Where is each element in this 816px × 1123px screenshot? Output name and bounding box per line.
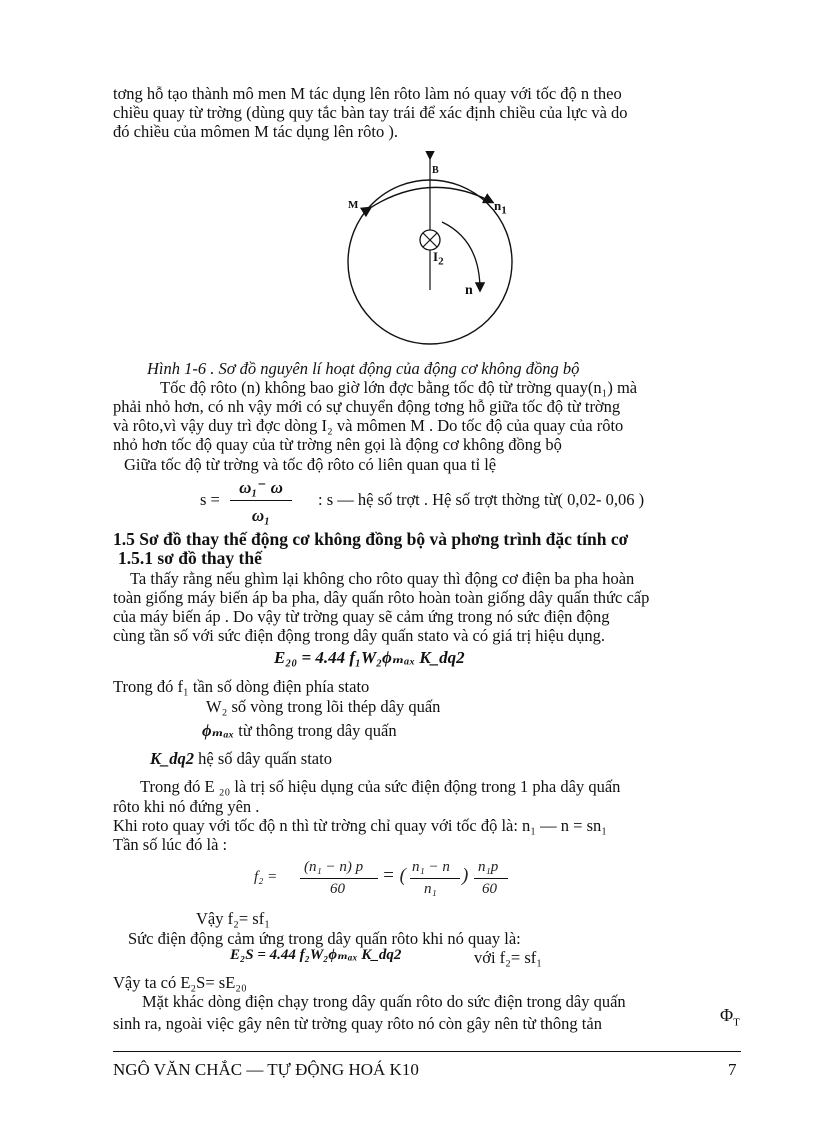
slip-numerator: ω₁⁻ ω (239, 478, 283, 497)
speed-line2: phải nhỏ hơn, có nh vậy mới có sự chuyển động tơng hỗ giữa tốc độ từ trờng (113, 397, 621, 416)
def-f1: Trong đó f₁ tần số dòng điện phía stato (113, 677, 370, 696)
f2-bar2 (410, 878, 460, 879)
speed-line3: và rôto,vì vậy duy trì đợc dòng I₂ và mômen M . Do tốc độ của quay của rôto (113, 416, 624, 435)
frequency-line: Tần số lúc đó là : (113, 835, 228, 854)
last-line1: Mặt khác dòng điện chạy trong dây quấn rôto do sức điện trong dây quấn (142, 992, 626, 1011)
equation-E20: E₂₀ = 4.44 f₁W₂ϕₘₐₓ K_dq2 (274, 648, 465, 667)
def-W2: W₂ số vòng trong lõi thép dây quấn (206, 697, 441, 716)
f2-close: ) (462, 865, 469, 886)
equation-E2S: E₂S = 4.44 f₂W₂ϕₘₐₓ K_dq2 (230, 947, 402, 963)
section-heading: 1.5 Sơ đồ thay thế động cơ không đồng bộ và phơng trình đặc tính cơ (113, 529, 629, 549)
figure-caption: Hình 1-6 . Sơ đồ nguyên lí hoạt động của động cơ không đồng bộ (147, 359, 580, 378)
label-M: M (348, 199, 359, 211)
def-K: K_dq2 hệ số dây quấn stato (150, 749, 332, 768)
speed-line4: nhỏ hơn tốc độ quay của từ trờng nên gọi là động cơ không đồng bộ (113, 435, 562, 454)
slip-fraction-bar (230, 500, 292, 501)
f2-num2: n₁ − n (412, 859, 450, 875)
rotor-speed-line: Khi roto quay với tốc độ n thì từ trờng chỉ quay với tốc độ là: n₁ — n = sn₁ (113, 816, 608, 835)
def-phi: ϕₘₐₓ từ thông trong dây quấn (202, 721, 397, 740)
f2-lhs: f₂ = (254, 869, 278, 885)
label-n: n (465, 283, 473, 298)
E20-line2: rôto khi nó đứng yên . (113, 797, 260, 816)
E20-line1: Trong đó E ₂₀ là trị số hiệu dụng của sức điện động trong 1 pha dây quấn (140, 777, 621, 796)
f2-open: = ( (382, 865, 406, 886)
motor-principle-diagram (330, 150, 530, 360)
rotor-speed-arc (442, 222, 480, 290)
emf-line: Sức điện động cảm ứng trong dây quấn rôto khi nó quay là: (128, 929, 521, 948)
speed-line1: Tốc độ rôto (n) không bao giờ lớn đợc bằng tốc độ từ trờng quay(n₁) mà (160, 378, 638, 397)
f2-den1: 60 (330, 881, 345, 897)
footer-author: NGÔ VĂN CHẮC — TỰ ĐỘNG HOÁ K10 (113, 1060, 419, 1079)
phi-T-symbol: $\Phi_T$ (720, 1005, 740, 1029)
equiv-line3: của máy biến áp . Do vậy từ trờng quay sẽ cảm ứng trong nó sức điện động (113, 607, 610, 626)
label-I2: $I_2$ (433, 249, 444, 268)
vay-co-line: Vậy ta có E₂S= sE₂₀ (113, 973, 247, 992)
footer-page-number: 7 (728, 1060, 737, 1079)
f2-den3: 60 (482, 881, 497, 897)
paragraph-top-line3: đó chiều của mômen M tác dụng lên rôto ). (113, 122, 399, 141)
equiv-line4: cùng tần số với sức điện động trong dây quấn stato và có giá trị hiệu dụng. (113, 626, 605, 645)
equation-E2S-condition: với f₂= sf₁ (474, 948, 543, 967)
equiv-line1: Ta thấy rằng nếu ghìm lại không cho rôto quay thì động cơ điện ba pha hoàn (130, 569, 635, 588)
torque-arc (370, 187, 492, 208)
slip-description: : s — hệ số trợt . Hệ số trợt thờng từ( 0,02- 0,06 ) (318, 490, 645, 509)
f2-bar1 (300, 878, 378, 879)
f2-bar3 (474, 878, 508, 879)
vay-line: Vậy f₂= sf₁ (196, 909, 270, 928)
f2-num1: (n₁ − n) p (304, 859, 364, 875)
subsection-heading: 1.5.1 sơ đồ thay thế (118, 548, 262, 568)
label-B: B (432, 165, 439, 176)
paragraph-top-line1: tơng hỗ tạo thành mô men M tác dụng lên rôto làm nó quay với tốc độ n theo (113, 84, 622, 103)
f2-num3: n₁p (478, 859, 499, 875)
f2-den2: n₁ (424, 881, 437, 897)
last-line2: sinh ra, ngoài việc gây nên từ trờng quay rôto nó còn gây nên từ thông tản (113, 1014, 602, 1033)
paragraph-top-line2: chiều quay từ trờng (dùng quy tắc bàn tay trái để xác định chiều của lực và do (113, 103, 628, 122)
footer-rule (113, 1051, 741, 1052)
label-n1: $n_1$ (494, 198, 507, 217)
slip-lhs: s = (200, 490, 220, 509)
equiv-line2: toàn giống máy biến áp ba pha, dây quấn rôto hoàn toàn giống dây quấn thức cấp (113, 588, 650, 607)
slip-denominator: ω₁ (251, 506, 271, 525)
speed-line5: Giữa tốc độ từ trờng và tốc độ rôto có liên quan qua tỉ lệ (124, 455, 497, 474)
